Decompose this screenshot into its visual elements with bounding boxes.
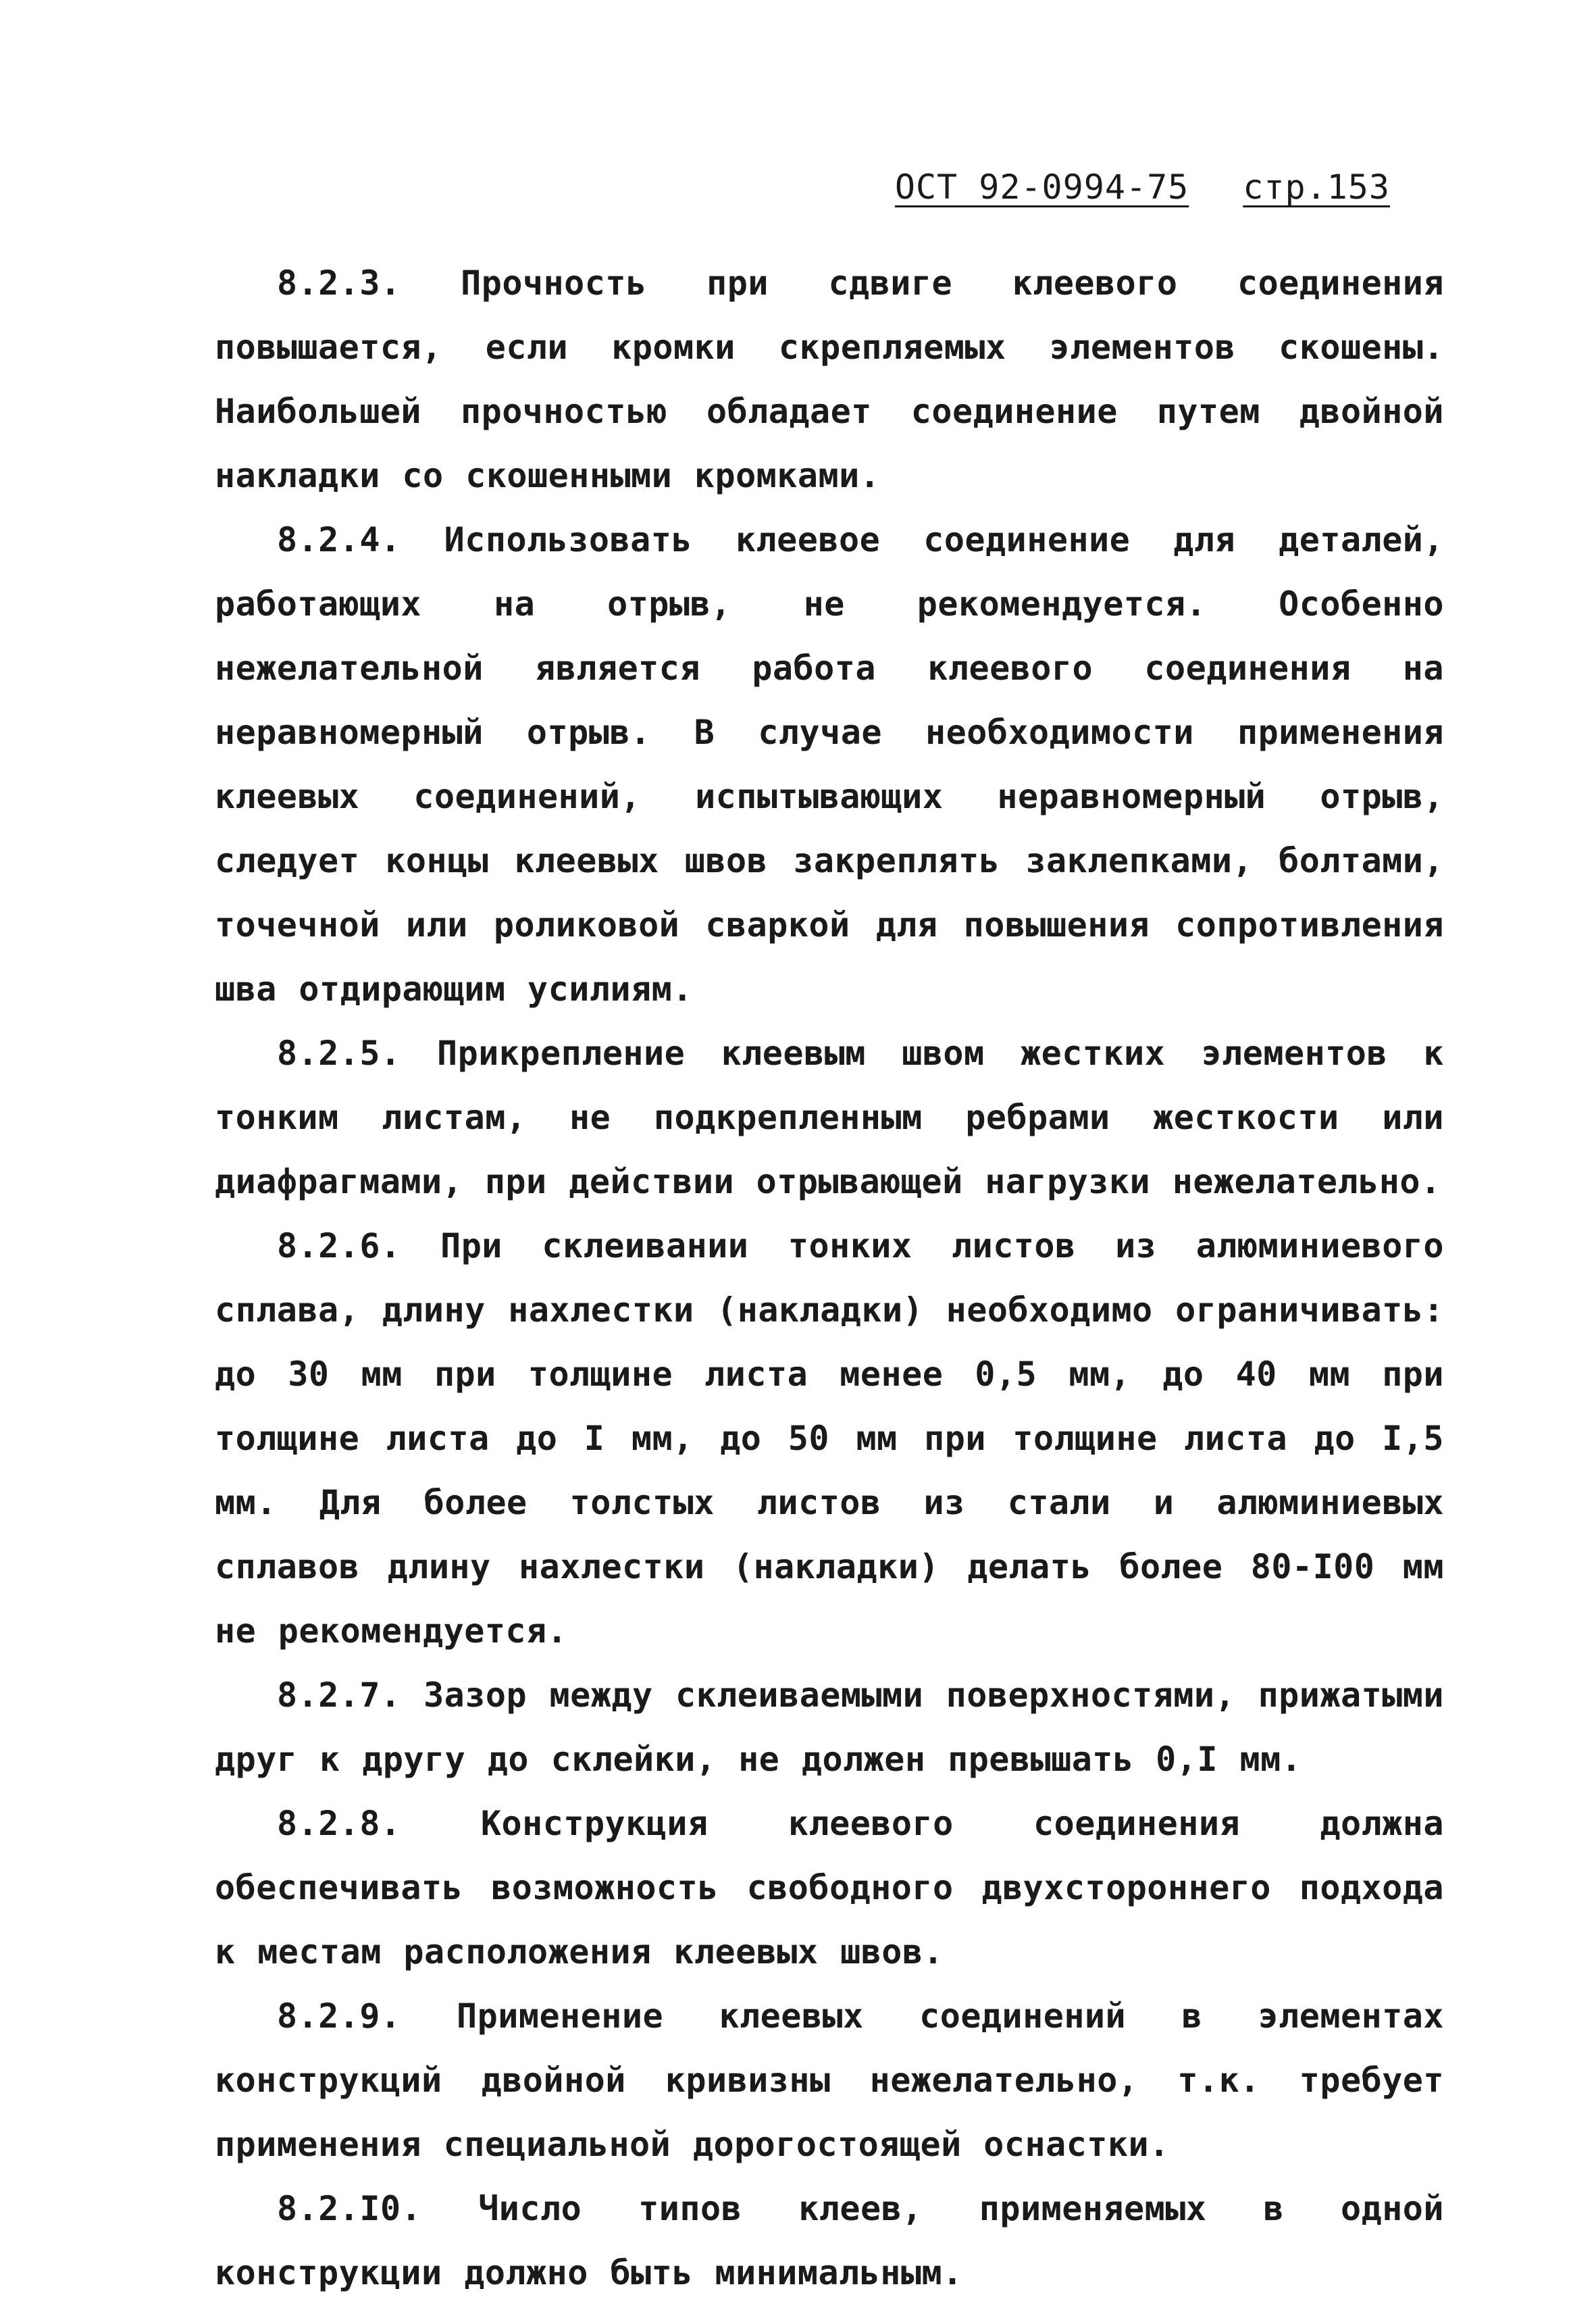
- paragraph-8-2-7: 8.2.7. Зазор между склеиваемыми поверхностями, прижатыми друг к другу до склейки, не должен превышать 0,I мм.: [215, 1676, 1444, 1779]
- paragraph-8-2-8: 8.2.8. Конструкция клеевого соединения должна обеспечивать возможность свободного двухстороннего подхода к местам расположения клеевых швов.: [215, 1804, 1444, 1971]
- page-number: стр.153: [1243, 168, 1390, 207]
- document-body: [215, 251, 1444, 2305]
- paragraph-8-2-6: 8.2.6. При склеивании тонких листов из алюминиевого сплава, длину нахлестки (накладки) необходимо ограничивать: до 30 мм при толщине листа менее 0,5 мм, до 40 мм при толщине листа до I мм, до 50 мм при толщине листа до I,5 мм. Для более толстых листов из стали и алюминиевых сплавов длину нахлестки (накладки) делать более 80-I00 мм не рекомендуется.: [215, 1226, 1444, 1651]
- document-code: ОСТ 92-0994-75: [894, 168, 1189, 207]
- paragraph-8-2-5: 8.2.5. Прикрепление клеевым швом жестких элементов к тонким листам, не подкрепленным ребрами жесткости или диафрагмами, при действии отрывающей нагрузки нежелательно.: [215, 1034, 1444, 1201]
- paragraph-8-2-10: 8.2.I0. Число типов клеев, применяемых в одной конструкции должно быть минимальным.: [215, 2189, 1444, 2292]
- page-header: [895, 168, 1390, 207]
- paragraph-8-2-4: 8.2.4. Использовать клеевое соединение для деталей, работающих на отрыв, не рекомендуется. Особенно нежелательной является работа клеевого соединения на неравномерный отрыв. В случае необходимости применения клеевых соединений, испытывающих неравномерный отрыв, следует концы клеевых швов закреплять заклепками, болтами, точечной или роликовой сваркой для повышения сопротивления шва отдирающим усилиям.: [215, 520, 1444, 1009]
- paragraph-8-2-9: 8.2.9. Применение клеевых соединений в элементах конструкций двойной кривизны нежелательно, т.к. требует применения специальной дорогостоящей оснастки.: [215, 1996, 1444, 2164]
- paragraph-8-2-3: 8.2.3. Прочность при сдвиге клеевого соединения повышается, если кромки скрепляемых элементов скошены. Наибольшей прочностью обладает соединение путем двойной накладки со скошенными кромками.: [215, 263, 1444, 495]
